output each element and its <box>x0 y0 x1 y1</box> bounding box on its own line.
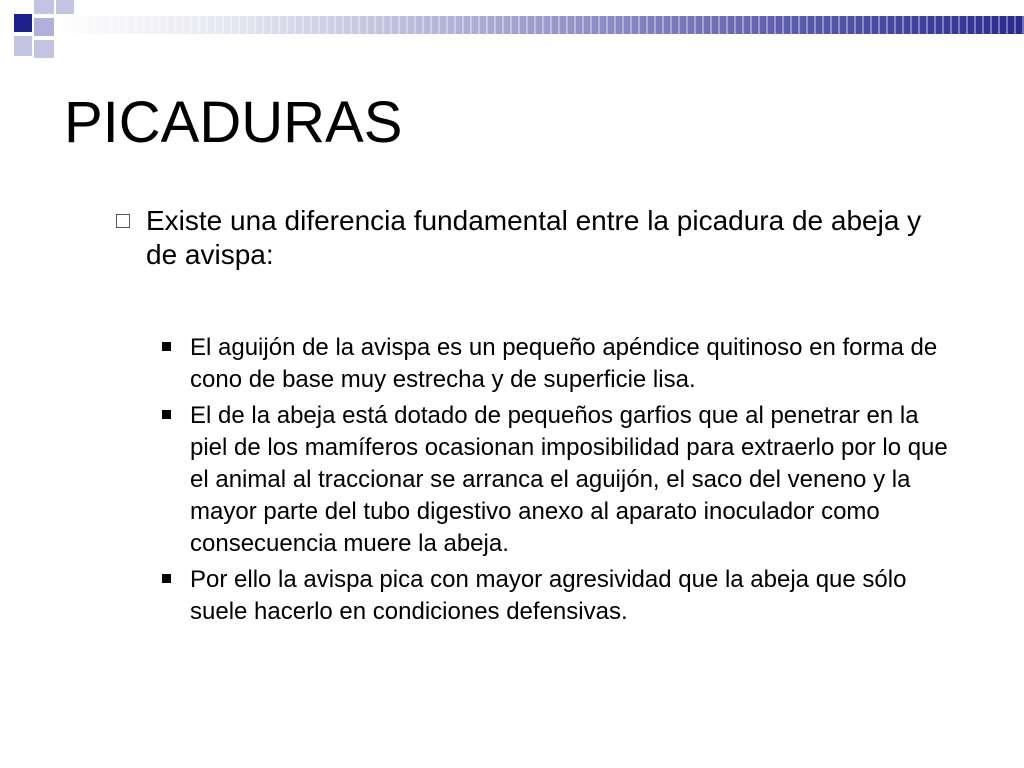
sub-point-list <box>162 332 962 632</box>
list-item <box>162 332 962 396</box>
corner-square-light <box>34 40 54 58</box>
header-bar-stripes <box>56 16 1024 34</box>
hollow-square-bullet-icon <box>116 214 130 228</box>
sub-point-text: El aguijón de la avispa es un pequeño apéndice quitinoso en forma de cono de base muy estrecha y de superficie lisa. <box>190 334 938 393</box>
sub-point-text: Por ello la avispa pica con mayor agresividad que la abeja que sólo suele hacerlo en condiciones defensivas. <box>190 566 907 625</box>
corner-square-light <box>34 18 54 36</box>
corner-square-dark <box>14 14 32 32</box>
list-item <box>162 400 962 560</box>
square-bullet-icon <box>162 574 171 583</box>
slide-title: PICADURAS <box>64 90 403 155</box>
square-bullet-icon <box>162 410 171 419</box>
corner-square-light <box>34 0 54 14</box>
corner-square-light <box>14 36 32 56</box>
main-point <box>116 204 956 272</box>
square-bullet-icon <box>162 342 171 351</box>
list-item <box>162 564 962 628</box>
sub-point-text: El de la abeja está dotado de pequeños garfios que al penetrar en la piel de los mamíferos ocasionan imposibilidad para extraerlo por lo que el animal al traccionar se arranca el aguijón, el saco del veneno y la mayor parte del tubo digestivo anexo al aparato inoculador como consecuencia muere la abeja. <box>190 402 948 557</box>
corner-square-light <box>56 0 74 14</box>
main-point-text: Existe una diferencia fundamental entre la picadura de abeja y de avispa: <box>146 205 922 270</box>
